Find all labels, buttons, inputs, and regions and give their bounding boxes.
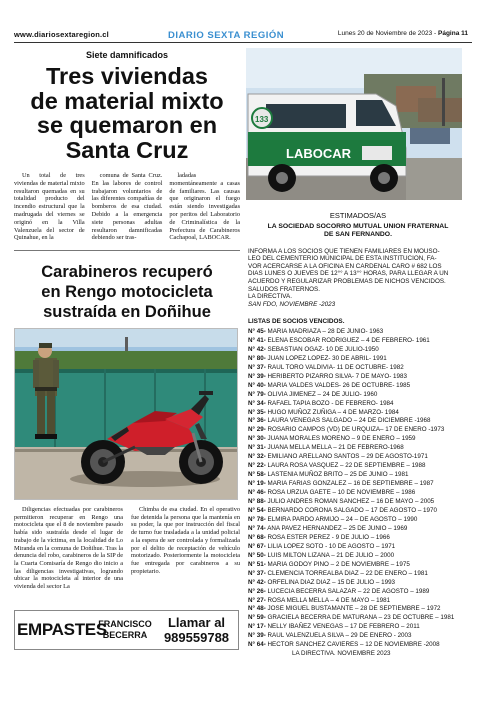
member-detail: CLEMENCIA TORREALBA DIAZ – 22 DE ENERO – 1981 [267,569,428,577]
list-item [248,623,468,632]
ad-person-first: FRANCISCO [98,619,152,629]
member-number: N° 32- [248,453,266,461]
list-item [248,417,468,426]
member-detail: OLIVIA JIMENEZ – 24 DE JULIO- 1960 [267,390,378,398]
list-item [248,534,468,543]
member-detail: ROSA ESTER PEREZ - 9 DE JULIO – 1966 [267,533,390,541]
notice-title: ESTIMADOS/AS [329,211,387,220]
member-detail: BERNARDO CORONA SALGADO – 17 DE AGOSTO – 1970 [267,507,437,514]
list-item [248,426,468,435]
member-number: N° 50- [248,551,266,559]
member-detail: HECTOR SANCHEZ CAVIERES – 12 DE NOVIEMBRE -2008 [267,641,440,649]
list-item [248,552,468,561]
list-item [248,346,468,355]
member-number: N° 54- [248,507,266,514]
member-number: N° 19- [248,480,266,488]
list-item [248,382,468,391]
member-number: N° 22- [248,462,266,470]
notice-body-line: LEO DEL CEMENTERIO MUNICIPAL DE ESTA INSTITUCION, FA- [248,255,437,263]
notice-body-line: VOR ACERCARSE A LA OFICINA EN CARDENAL CARO # 682 LOS [248,262,442,270]
list-item [248,400,468,409]
motorcycle-photo-image [15,329,238,500]
member-number: N° 31- [248,444,266,452]
article-separator [14,250,240,251]
list-item [248,471,468,480]
issue-date [338,30,468,37]
member-number: N° 39- [248,632,266,640]
headline-line: Tres viviendas [46,63,208,89]
list-item [248,614,468,623]
member-detail: ELENA ESCOBAR RODRIGUEZ – 4 DE FEBRERO- 1961 [267,336,430,344]
article-moto-headline [14,262,240,322]
member-detail: JOSE MIGUEL BUSTAMANTE – 28 DE SEPTIEMBRE – 1972 [267,605,441,613]
article-column: Diligencias efectuadas por carabineros permitieron recuperar en Rengo una motocicleta que el 8 de noviembre pasado había sido sustraída desde el lugar de trabajo de la víctima, en la localidad de Lo Miranda en la comuna de Doñihue. Tras la denuncia del robo, carabineros de la SIP de la Cuarta Comisaría de Rengo dio inicio a las diligencias investigativas, logrando ubicar la motocicleta al interior de una vivienda del sector La [14,506,123,591]
ad-contact [155,616,238,645]
notice-organization [248,223,468,240]
truck-label-text: LABOCAR [286,146,351,161]
member-number: N° 40- [248,381,266,389]
notice-body-line: SAN FDO, NOVIEMBRE -2023 [248,300,336,308]
member-number: N° 78- [248,515,266,523]
list-item [248,507,468,516]
list-item [248,480,468,489]
list-item [248,570,468,579]
member-detail: MARIA VALDES VALDES- 26 DE OCTUBRE- 1985 [267,381,411,389]
member-number: N° 88- [248,498,266,506]
member-number: N° 35- [248,408,266,416]
member-detail: JUAN LOPEZ LOPEZ- 30 DE ABRIL- 1991 [267,354,387,362]
header-rule [14,42,472,43]
member-detail: NELLY IBAÑEZ VENEGAS – 17 DE FEBRERO – 2011 [267,623,420,631]
member-detail: LILIA LOPEZ SOTO - 10 DE AGOSTO – 1971 [267,542,396,550]
member-detail: MARIA GODOY PINO – 2 DE NOVIEMBRE – 1975 [267,560,410,568]
member-number: N° 59- [248,614,266,622]
member-number: N° 26- [248,587,266,595]
member-detail: RAUL TORO VALDIVIA- 11 DE OCTUBRE- 1982 [267,363,404,371]
newspaper-brand: DIARIO SEXTA REGIÓN [168,30,285,41]
list-item [248,364,468,373]
page-number: Página 11 [438,30,468,37]
member-detail: JULIO ANDRES ROMAN SANCHEZ – 16 DE MAYO – 2005 [267,498,435,506]
list-item [248,597,468,606]
article-column: Un total de tres viviendas de material mixto resultaron quemadas en su totalidad producto del incendio estructural que la madrugada del viernes se originó en la Villa Valenzuela del sector de Quinahue, en la [14,172,85,242]
member-detail: ROSA URZUA GAETE – 10 DE NOVIEMBRE – 1986 [267,489,416,497]
member-detail: SEBASTIAN OGAZ- 10 DE JULIO-1950 [267,345,379,353]
member-detail: MARIA MADRIAZA – 28 DE JUNIO- 1963 [267,327,384,335]
member-number: N° 29- [248,426,266,434]
member-detail: LUIS MILTON LIZANA – 21 DE JULIO – 2000 [267,551,395,559]
list-item [248,588,468,597]
member-detail: HERIBERTO PIZARRO SILVA- 7 DE MAYO- 1983 [267,372,407,380]
list-item [248,337,468,346]
article-fire [14,46,240,251]
list-item [248,543,468,552]
list-item [248,579,468,588]
member-number: N° 79- [248,390,266,398]
member-number: N° 27- [248,596,266,604]
notice-body-line: SALUDOS FRATERNOS. [248,285,320,293]
mutual-society-notice [248,212,468,659]
member-detail: ROSA MELLA MELLA – 4 DE MAYO – 1981 [267,596,391,604]
headline-line: Carabineros recuperó [41,263,213,281]
issue-date-text: Lunes 20 de Noviembre de 2023 - [337,30,437,37]
list-item [248,605,468,614]
list-item [248,561,468,570]
list-item [248,444,468,453]
member-detail: LUCECIA BECERRA SALAZAR – 22 DE AGOSTO – 1989 [267,587,430,595]
list-item [248,641,468,650]
list-item [248,391,468,400]
member-number: N° 42- [248,345,266,353]
member-detail: ORFELINA DIAZ DIAZ – 15 DE JULIO – 1993 [267,578,396,586]
member-detail: EMILIANO ARELLANO SANTOS – 29 DE AGOSTO-1971 [267,453,428,461]
member-number: N° 80- [248,354,266,362]
member-number: N° 58- [248,471,266,479]
member-number: N° 48- [248,605,266,613]
article-moto-body [14,506,240,591]
notice-closing: LA DIRECTIVA. NOVIEMBRE 2023 [292,650,391,658]
ad-phone-number[interactable]: 989559788 [163,629,230,645]
member-number: N° 17- [248,623,266,631]
page-header [8,6,472,42]
notice-org-line: LA SOCIEDAD SOCORRO MUTUAL UNION FRATERNAL [267,222,449,230]
member-number: N° 64- [248,641,266,649]
member-detail: JUANA MORALES MORENO – 9 DE ENERO – 1959 [267,435,416,443]
list-item [248,516,468,525]
headline-line: Santa Cruz [65,136,189,163]
ad-person-last: BECERRA [102,630,148,640]
headline-line: se quemaron en [36,112,218,138]
notice-body-line: INFORMA A LOS SOCIOS QUE TIENEN FAMILIARES EN MOUSO- [248,247,440,255]
member-number: N° 37- [248,569,266,577]
member-number: N° 46- [248,489,266,497]
headline-line: sustraída en Doñihue [43,303,211,321]
article-column: Chimba de esa ciudad. En el operativo fue detenida la persona que la mantenía en su poder, la que por instrucción del fiscal de turno fue trasladada a la unidad policial a la espera de ser controlada y formalizada por el delito de receptación de vehículo motorizado. Posteriormente la motocicleta fue entregada por carabineros a su propietario. [131,506,240,575]
member-detail: LAURA ROSA VASQUEZ – 22 DE SEPTIEMBRE – 1988 [267,462,426,470]
notice-body [248,248,468,309]
labocar-truck-photo [246,48,462,200]
member-number: N° 36- [248,417,266,425]
member-number: N° 39- [248,372,266,380]
member-number: N° 34- [248,399,266,407]
member-number: N° 37- [248,363,266,371]
list-item [248,435,468,444]
ad-business-name: EMPASTES [17,620,107,639]
member-number: N° 30- [248,435,266,443]
list-item [248,462,468,471]
member-detail: HUGO MUÑOZ ZUÑIGA – 4 DE MARZO- 1984 [267,408,399,416]
site-url[interactable]: www.diariosextaregion.cl [14,30,109,39]
list-item [248,373,468,382]
list-item [248,355,468,364]
truck-number-text: 133 [255,115,269,124]
list-item [248,328,468,337]
member-detail: RAFAEL TAPIA BOZO - DE FEBRERO- 1984 [267,399,394,407]
headline-line: de material mixto [30,87,224,114]
member-detail: JUANA MELLA MELLA – 21 DE FEBRERO-1968 [267,444,404,452]
member-detail: GRACIELA BECERRA DE MATURANA – 23 DE OCTUBRE – 1981 [267,614,455,622]
notice-body-line: DIAS LUNES O JUEVES DE 12°° A 13°° HORAS, PARA LLEGAR A UN [248,270,449,278]
list-item [248,489,468,498]
article-headline [14,64,240,162]
article-kicker: Siete damnificados [85,50,169,60]
member-detail: LASTENIA MUÑOZ BRITO – 25 DE JUNIO – 1981 [267,471,409,479]
headline-line: en Rengo motocicleta [41,283,213,301]
notice-body-line: LA DIRECTIVA. [248,293,292,301]
list-item [248,409,468,418]
member-detail: ROSARIO CAMPOS (VD) DE URQUIZA– 17 DE ENERO -1973 [267,426,445,434]
member-detail: ANA PAVEZ HERNANDEZ – 25 DE JUNIO – 1969 [267,524,408,532]
notice-org-line: DE SAN FERNANDO. [324,231,392,239]
member-number: N° 51- [248,560,266,568]
member-number: N° 67- [248,542,266,550]
list-item [248,453,468,462]
member-detail: ELMIRA PARDO ARMIJO – 24 – DE AGOSTO – 1990 [267,515,418,523]
member-number: N° 74- [248,524,266,532]
notice-list-title: LISTAS DE SOCIOS VENCIDOS. [248,318,345,326]
ad-call-label: Llamar al [167,614,226,630]
article-body [14,172,240,242]
article-column: ladadas momentáneamente a casas de familiares. Las causas que originaron el fuego están siendo investigadas por peritos del Laboratorio de Criminalística de la Prefectura de Carabineros Cachapoal, LABOCAR. [169,172,241,242]
member-detail: LAURA VENEGAS SALGADO – 24 DE DICIEMBRE -1968 [267,417,431,425]
member-number: N° 41- [248,336,266,344]
empastes-advertisement[interactable] [14,610,239,650]
member-number: N° 68- [248,533,266,541]
list-item [248,632,468,641]
member-number: N° 42- [248,578,266,586]
list-item [248,498,468,507]
member-number: N° 45- [248,327,266,335]
expired-members-list [248,328,468,659]
member-detail: RAUL VALENZUELA SILVA – 29 DE ENERO - 2003 [267,632,412,640]
list-item [248,525,468,534]
notice-body-line: ACUERDO Y REGULARIZAR PROBLEMAS DE NICHOS VENCIDOS. [248,277,446,285]
motorcycle-photo [14,328,238,500]
ad-person [95,619,155,641]
article-column: comuna de Santa Cruz. En las labores de control trabajaron voluntarios de las diferentes compañías de bomberos de esa ciudad. Debido a la emergencia siete personas adultas resultaron damnificadas debiendo ser tras- [91,172,163,242]
member-detail: MARIA FARIAS GONZALEZ – 16 DE SEPTIEMBRE – 1987 [267,480,434,488]
truck-photo-image [246,48,462,200]
